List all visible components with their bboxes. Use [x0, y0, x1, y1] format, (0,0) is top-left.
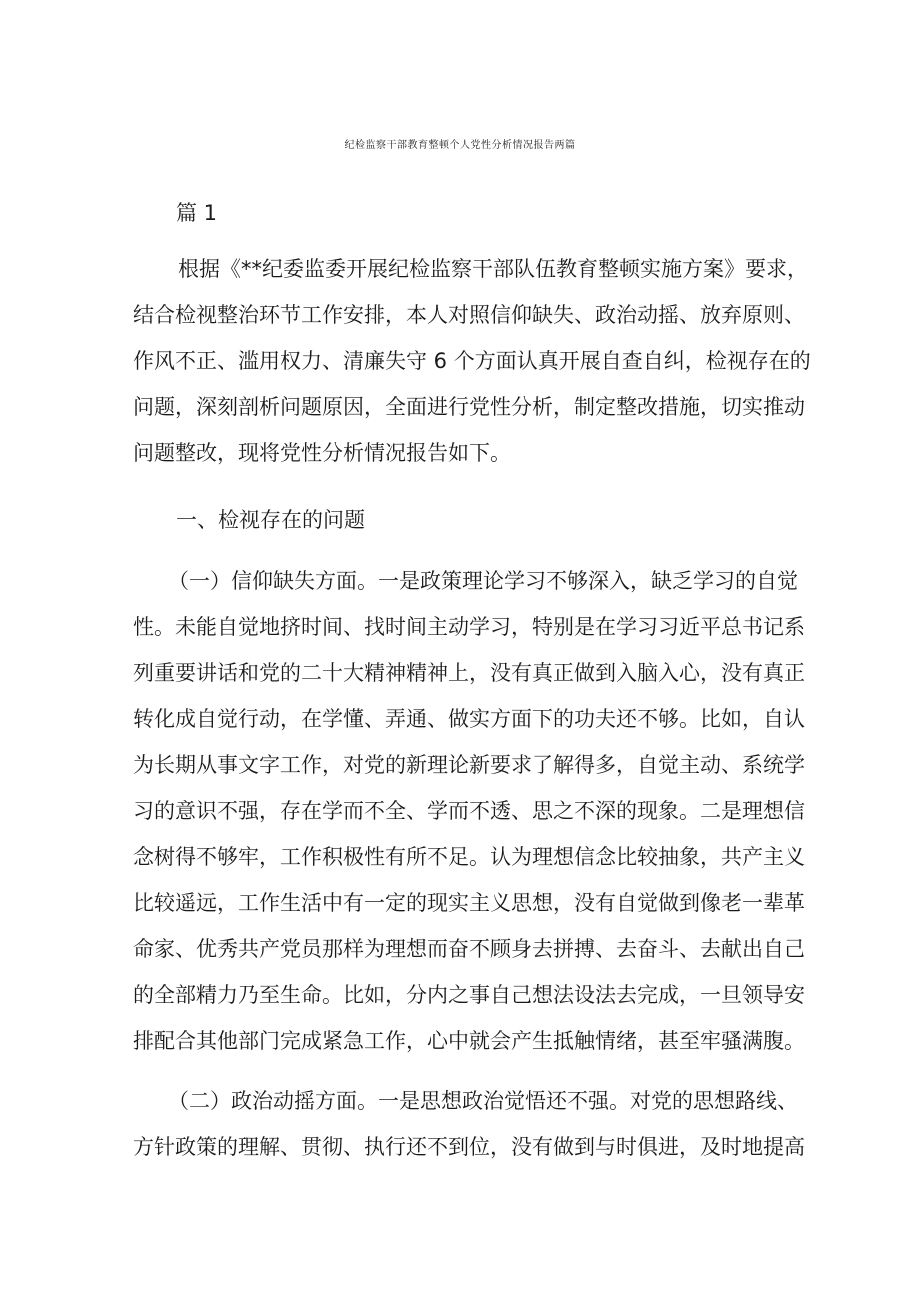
item1-line: （一）信仰缺失方面。一是政策理论学习不够深入，缺乏学习的自觉 — [168, 569, 798, 593]
intro-line: 作风不正、滥用权力、清廉失守 6 个方面认真开展自查自纠，检视存在的 — [133, 349, 811, 373]
item1-line: 性。未能自觉地挤时间、找时间主动学习，特别是在学习习近平总书记系 — [133, 615, 805, 639]
intro-line: 根据《**纪委监委开展纪检监察干部队伍教育整顿实施方案》要求， — [178, 257, 808, 281]
item1-line: 的全部精力乃至生命。比如，分内之事自己想法设法去完成，一旦领导安 — [133, 983, 805, 1007]
item1-line: 习的意识不强，存在学而不全、学而不透、思之不深的现象。二是理想信 — [133, 799, 805, 823]
section-heading: 一、检视存在的问题 — [176, 508, 365, 532]
part-label: 篇 1 — [176, 201, 218, 225]
intro-line: 问题整改，现将党性分析情况报告如下。 — [133, 441, 511, 465]
item1-line: 列重要讲话和党的二十大精神精神上，没有真正做到入脑入心，没有真正 — [133, 661, 805, 685]
item1-line: 比较遥远，工作生活中有一定的现实主义思想，没有自觉做到像老一辈革 — [133, 891, 805, 915]
item2-line: 方针政策的理解、贯彻、执行还不到位，没有做到与时俱进，及时地提高 — [133, 1135, 805, 1159]
item1-line: 念树得不够牢，工作积极性有所不足。认为理想信念比较抽象，共产主义 — [133, 845, 805, 869]
item1-line: 排配合其他部门完成紧急工作，心中就会产生抵触情绪，甚至牢骚满腹。 — [133, 1029, 805, 1053]
item2-line: （二）政治动摇方面。一是思想政治觉悟还不强。对党的思想路线、 — [168, 1089, 798, 1113]
item1-line: 命家、优秀共产党员那样为理想而奋不顾身去拼搏、去奋斗、去献出自己 — [133, 937, 805, 961]
item1-line: 为长期从事文字工作，对党的新理论新要求了解得多，自觉主动、系统学 — [133, 753, 805, 777]
item1-line: 转化成自觉行动，在学懂、弄通、做实方面下的功夫还不够。比如，自认 — [133, 707, 805, 731]
intro-line: 问题，深刻剖析问题原因，全面进行党性分析，制定整改措施，切实推动 — [133, 395, 805, 419]
intro-line: 结合检视整治环节工作安排，本人对照信仰缺失、政治动摇、放弃原则、 — [133, 303, 805, 327]
document-title: 纪检监察干部教育整顿个人党性分析情况报告两篇 — [344, 140, 576, 151]
